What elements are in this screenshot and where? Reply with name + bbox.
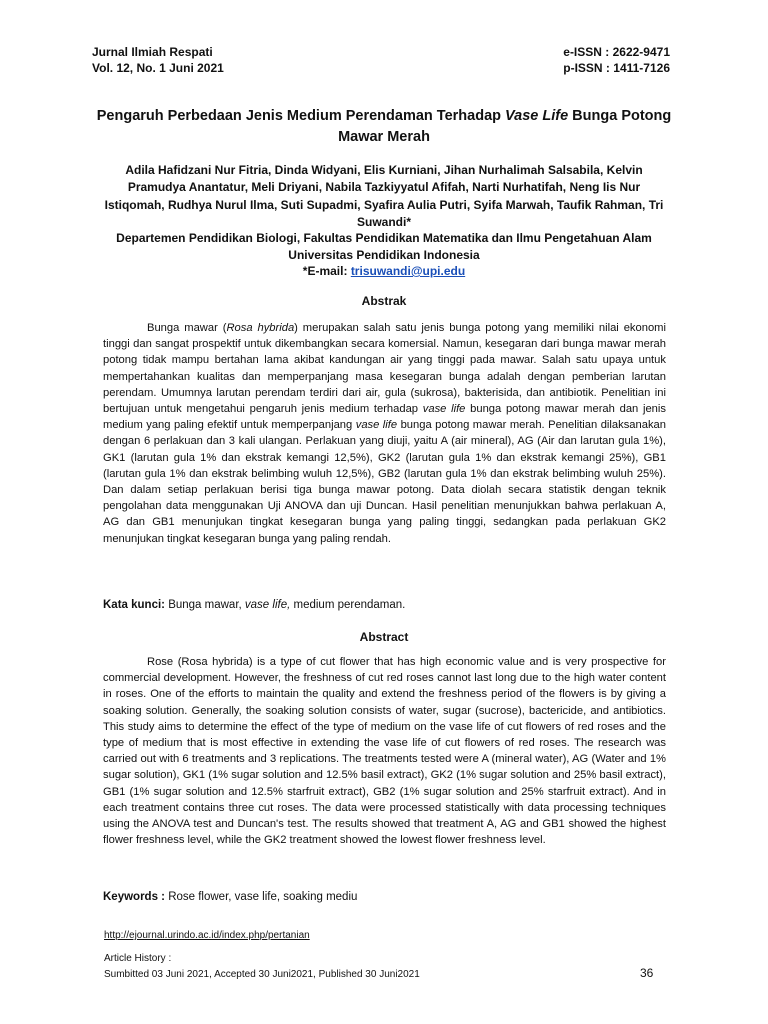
affiliation <box>95 230 673 280</box>
abstrak-text-1: Bunga mawar ( <box>147 322 227 334</box>
abstrak-paragraph <box>103 320 666 547</box>
department: Departemen Pendidikan Biologi, Fakultas Pendidikan Matematika dan Ilmu Pengetahuan Alam <box>116 231 652 245</box>
paper-title <box>90 106 678 148</box>
journal-url-link[interactable]: http://ejournal.urindo.ac.id/index.php/pertanian <box>104 930 310 941</box>
title-part1: Pengaruh Perbedaan Jenis Medium Perendaman Terhadap <box>96 108 506 124</box>
eissn: e-ISSN : 2622-9471 <box>563 45 670 59</box>
history-dates: Sumbitted 03 Juni 2021, Accepted 30 Juni2021, Published 30 Juni2021 <box>104 968 420 980</box>
abstract-heading: Abstract <box>359 630 409 644</box>
page-number: 36 <box>640 966 654 980</box>
title-part2: Bunga Potong Mawar Merah <box>338 108 672 145</box>
abstract-paragraph: Rose (Rosa hybrida) is a type of cut flower that has high economic value and is very prospective for commercial development. However, the freshness of cut red roses cannot last long due to the high water content in roses. One of the efforts to maintain the quality and extend the freshness period of the flowers is by giving a soaking solution. Generally, the soaking solution consists of water, sugar (sucrose), bactericide, and antibiotics. This study aims to determine the effect of the type of medium on the vase life of cut flowers of red roses and the type of medium that is most effective in extending the vase life of cut flowers of red roses. The research was carried out with 6 treatments and 3 replications. The treatments tested were A (mineral water), AG (Water and 1% sugar solution), GK1 (1% sugar solution and 12.5% basil extract), GK2 (1% sugar solution and 25% basil extract), GB1 (1% sugar solution and 12.5% starfruit extract), GB2 (1% sugar solution and 25% starfruit extract). And in each treatment contains three cut roses. The data were processed statistically with data processing techniques using the ANOVA test and Duncan's test. The results showed that treatment A, AG and GB1 showed the highest flower freshness level, while the GK2 treatment showed the lowest flower freshness level. <box>103 656 666 847</box>
kata-kunci-italic: vase life, <box>244 599 291 611</box>
abstrak-body <box>103 320 666 547</box>
keywords <box>103 889 666 905</box>
pissn: p-ISSN : 1411-7126 <box>563 61 670 75</box>
abstrak-text-2: ) merupakan salah satu jenis bunga potong yang memiliki nilai ekonomi tinggi dan sangat prospektif untuk dikembangkan secara komersial. Namun, kesegaran dari bunga mawar merah potong tidak mampu bertahan lama akibat kandungan air yang tinggi pada mawar. Salah satu upaya untuk mempertahankan kualitas dan memperpanjang masa kesegaran bunga adalah dengan pemberian larutan perendam. Umumnya larutan perendam terdiri dari air, gula (sukrosa), bakterisida, dan antibiotik. Penelitian ini bertujuan untuk mengetahui pengaruh jenis medium terhadap <box>103 322 666 416</box>
abstrak-text-4: bunga potong mawar merah. Penelitian dilaksanakan dengan 6 perlakuan dan 3 kali ulangan. Perlakuan yang diuji, yaitu A (air mineral), AG (Air dan larutan gula 1%), GK1 (larutan gula 1% dan ekstrak kemangi 12,5%), GK2 (larutan gula 1% dan ekstrak kemangi 25%), GB1 (larutan gula 1% dan ekstrak belimbing wuluh 12,5%), GB2 (larutan gula 1% dan ekstrak belimbing wuluh 25%). Dan dalam setiap perlakuan berisi tiga bunga mawar potong. Data diolah secara statistik dengan teknik pengolahan data menggunakan Uji ANOVA dan uji Duncan. Hasil penelitian menunjukkan bahwa perlakuan A, AG dan GB1 menunjukan tingkat kesegaran bunga yang paling tinggi, sedangkan pada perlakuan GK2 menunjukan tingkat kesegaran bunga yang paling rendah. <box>103 419 667 545</box>
abstrak-italic-2: vase life <box>422 403 466 416</box>
article-history <box>104 951 420 982</box>
history-label: Article History : <box>104 953 172 964</box>
kata-kunci <box>103 597 666 613</box>
journal-header-left <box>92 44 224 76</box>
email-link[interactable]: trisuwandi@upi.edu <box>350 264 466 278</box>
abstrak-italic-3: vase life <box>355 419 398 432</box>
title-italic: Vase Life <box>505 108 569 124</box>
email-line <box>95 263 673 280</box>
journal-header-right <box>563 44 670 76</box>
author-list: Adila Hafidzani Nur Fitria, Dinda Widyani, Elis Kurniani, Jihan Nurhalimah Salsabila, Kelvin Pramudya Anantatur, Meli Driyani, Nabila Tazkiyyatul Afifah, Narti Nurhatifah, Neng Iis Nur Istiqomah, Rudhya Nurul Ilma, Suti Supadmi, Syafira Aulia Putri, Syifa Marwah, Taufik Rahman, Tri Suwandi* <box>104 163 664 229</box>
kata-kunci-text-2: medium perendaman. <box>290 599 406 611</box>
abstract-body <box>103 654 666 848</box>
abstrak-italic-1: Rosa hybrida <box>226 322 295 334</box>
keywords-text: Rose flower, vase life, soaking mediu <box>165 891 358 903</box>
journal-volume: Vol. 12, No. 1 Juni 2021 <box>92 61 224 75</box>
journal-name: Jurnal Ilmiah Respati <box>92 45 213 59</box>
kata-kunci-label: Kata kunci: <box>103 599 165 611</box>
keywords-label: Keywords : <box>103 891 165 903</box>
university: Universitas Pendidikan Indonesia <box>288 247 480 262</box>
email-label: *E-mail: <box>302 264 351 278</box>
abstrak-heading: Abstrak <box>361 294 407 308</box>
abstrak-text-3: bunga potong mawar merah dan jenis medium yang paling efektif untuk memperpanjang <box>103 403 666 432</box>
kata-kunci-text-1: Bunga mawar, <box>165 599 245 611</box>
